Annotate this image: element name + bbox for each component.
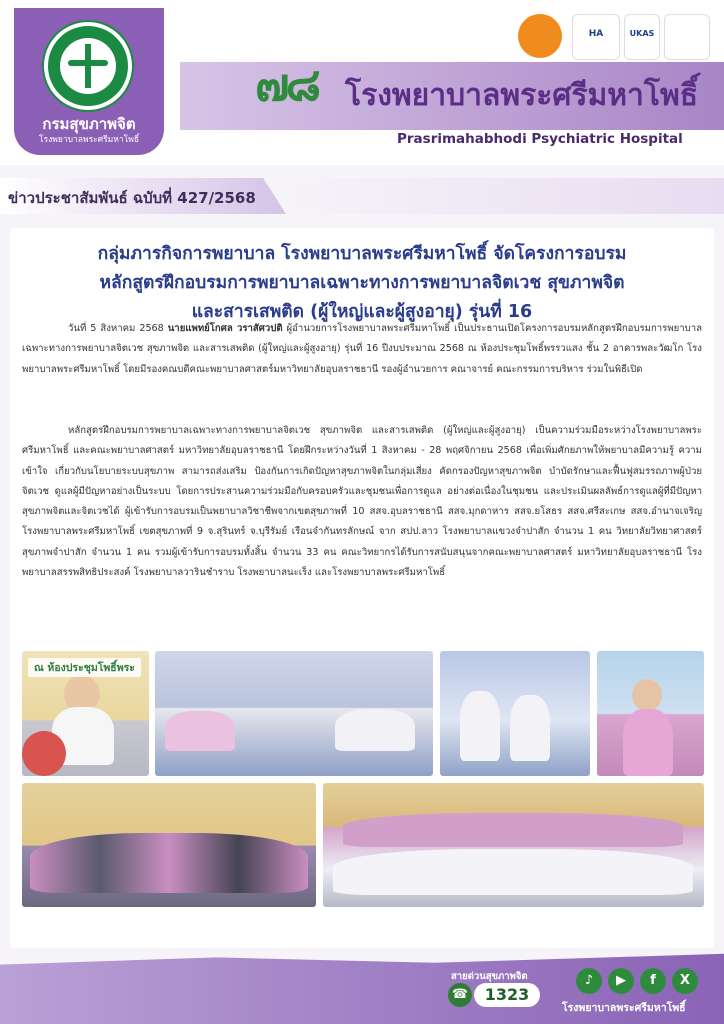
photo-audience-hall [155,651,433,776]
anniversary-logo: ๗๘ [255,57,318,111]
department-logo-card [14,8,164,155]
participants-front-row [333,849,693,895]
sun-emblem-icon [518,14,562,58]
headline-line-3: และสารเสพติด (ผู้ใหญ่และผู้สูงอายุ) รุ่นที่ 16 [191,302,533,322]
x-icon[interactable]: X [672,968,698,994]
photo-nurses-seated [440,651,590,776]
news-issue-label: ข่าวประชาสัมพันธ์ ฉบับที่ 427/2568 [8,189,256,207]
hospital-name-thai: โรงพยาบาลพระศรีมหาโพธิ์ [345,78,699,113]
quality-award-icon [664,14,710,60]
participants-back-row [343,813,683,847]
director-name: นายแพทย์โกศล วราสัศวปติ [167,323,283,334]
hotline-label: สายด่วนสุขภาพจิต [451,971,528,982]
headline-line-2: หลักสูตรฝึกอบรมการพยาบาลเฉพาะทางการพยาบาลจิตเวช สุขภาพจิต [99,273,625,293]
photo-room-caption: ณ ห้องประชุมโพธิ์พระ [28,658,141,677]
tiktok-icon[interactable]: ♪ [576,968,602,994]
nurse-speaker-head [632,679,662,711]
flower-arrangement [22,731,66,776]
hospital-name-english: Prasrimahabhodi Psychiatric Hospital [397,131,683,147]
hotline-number[interactable]: 1323 [474,983,540,1007]
nurse-1 [460,691,500,761]
phone-icon: ☎ [448,983,472,1007]
seal-inner [60,38,116,94]
paragraph-1-rest: ผู้อำนวยการโรงพยาบาลพระศรีมหาโพธิ์ เป็นประธานเปิดโครงการอบรมหลักสูตรฝึกอบรมการพยาบาลเฉพาะทางการพยาบาลจิตเวช สุขภาพจิต และสารเสพติด (ผู้ใหญ่และผู้สูงอายุ) รุ่นที่ 16 ปีงบประมาณ 2568 ณ ห้องประชุมโพธิ์พรรวแสง ชั้น 2 อาคารพละวัฒโก โรงพยาบาลพระศรีมหาโพธิ์ โดยมีรองคณบดีคณะพยาบาลศาสตร์มหาวิทยาลัยอุบลราชธานี รองผู้อำนวยการ คณาจารย์ คณะกรรมการบริหาร ร่วมในพิธีเปิด [22,323,702,375]
facebook-icon[interactable]: f [640,968,666,994]
photo-group-participants [323,783,704,907]
audience-group-right [335,709,415,751]
photo-nurse-speaker [597,651,704,776]
ukas-icon [624,14,660,60]
footer-hospital-name: โรงพยาบาลพระศรีมหาโพธิ์ [562,1002,686,1014]
headline-line-1: กลุ่มภารกิจการพยาบาล โรงพยาบาลพระศรีมหาโพธิ์ จัดโครงการอบรม [97,244,627,264]
caduceus-wing [68,60,108,66]
ministry-seal-icon [44,22,132,110]
paragraph-1-lead: วันที่ 5 สิงหาคม 2568 [68,323,168,334]
article-headline [14,240,710,327]
audience-group-left [165,711,235,751]
nurse-2 [510,695,550,761]
accreditation-icon [572,14,620,60]
article-paragraph-2: หลักสูตรฝึกอบรมการพยาบาลเฉพาะทางการพยาบาลจิตเวช สุขภาพจิต และสารเสพติด (ผู้ใหญ่และผู้สูงอายุ) เป็นความร่วมมือระหว่างโรงพยาบาลพระศรีมหาโพธิ์ และคณะพยาบาลศาสตร์ มหาวิทยาลัยอุบลราชธานี โดยฝึกระหว่างวันที่ 1 สิงหาคม - 28 พฤศจิกายน 2568 เพื่อเพิ่มศักยภาพให้พยาบาลมีความรู้ ความเข้าใจ เกี่ยวกับนโยบายระบบสุขภาพ สามารถส่งเสริม ป้องกันการเกิดปัญหาสุขภาพจิตในกลุ่มเสี่ยง คัดกรองปัญหาสุขภาพจิต บำบัดรักษาและฟื้นฟูสมรรถภาพผู้ป่วยจิตเวช ดูแลผู้มีปัญหาอย่างเป็นระบบ โดยการประสานความร่วมมือกับครอบครัวและชุมชนเพื่อการดูแล อย่างต่อเนื่องในชุมชน และประเมินผลลัพธ์การดูแลผู้ที่มีปัญหาสุขภาพจิตและจิตเวชได้ ผู้เข้ารับการอบรมเป็นพยาบาลวิชาชีพจากเขตสุขภาพที่ 10 สสจ.อุบลราชธานี สสจ.มุกดาหาร สสจ.ยโสธร สสจ.ศรีสะเกษ สสจ.อำนาจเจริญ โรงพยาบาลพระศรีมหาโพธิ์ เขตสุขภาพที่ 9 จ.สุรินทร์ จ.บุรีรัมย์ เรือนจำกันทรลักษณ์ จาก สปป.ลาว โรงพยาบาลแขวงจำปาสัก จำนวน 1 คน วิทยาลัยวิทยาศาสตร์สุขภาพจำปาสัก จำนวน 1 คน รวมผู้เข้ารับการอบรมทั้งสิ้น จำนวน 33 คน คณะวิทยากรได้รับการสนับสนุนจากคณะพยาบาลศาสตร์ มหาวิทยาลัยอุบลราชธานี โรงพยาบาลสรรพสิทธิประสงค์ โรงพยาบาลวารินชำราบ โรงพยาบาลนะเร็ง และโรงพยาบาลพระศรีมหาโพธิ์ [22,425,702,579]
accreditation-text: HA [588,29,604,39]
news-bar-decoration [290,178,724,214]
standing-group [30,833,308,893]
ukas-text: UKAS [629,29,655,38]
photo-group-standing [22,783,316,907]
youtube-icon[interactable]: ▶ [608,968,634,994]
department-name: กรมสุขภาพจิต [42,115,136,133]
department-subtitle: โรงพยาบาลพระศรีมหาโพธิ์ [38,135,140,145]
caduceus-icon [85,44,91,88]
nurse-speaker-body [623,709,673,776]
article-paragraph-1 [22,319,702,380]
